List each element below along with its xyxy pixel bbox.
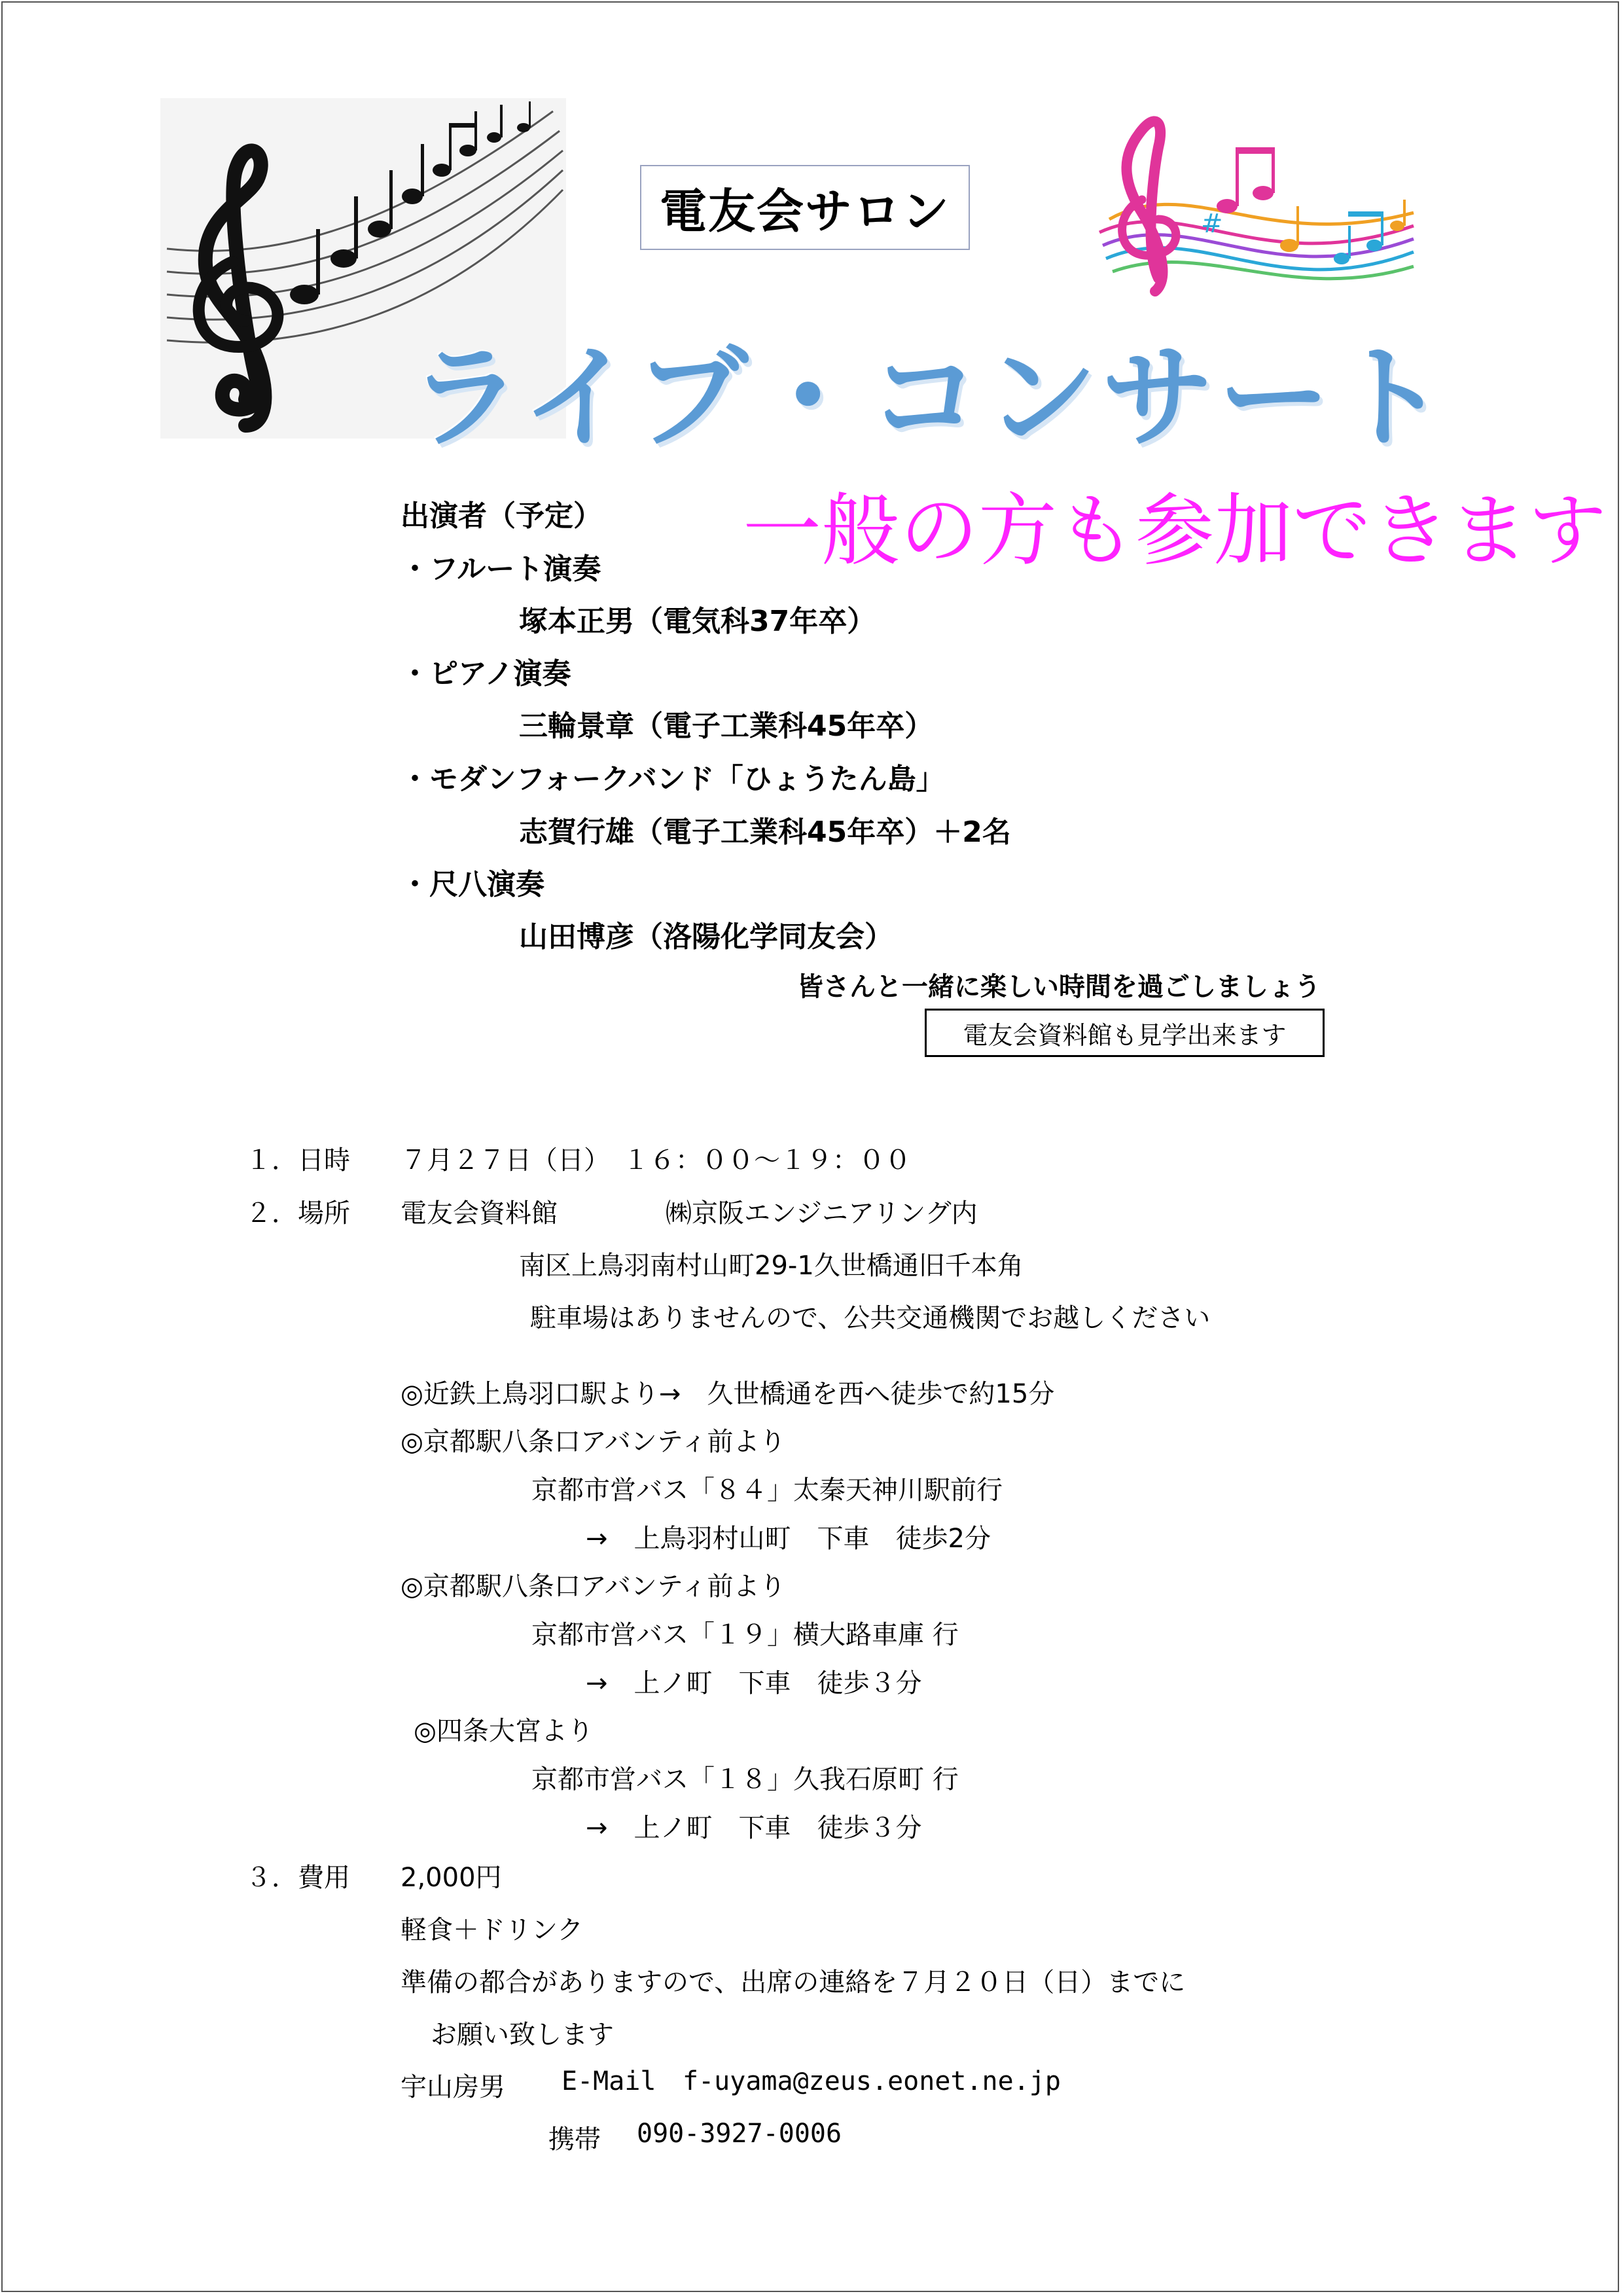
access-route1-stop: → 上鳥羽村山町 下車 徒歩2分 <box>586 1524 991 1554</box>
performers-heading: 出演者（予定） <box>401 499 602 533</box>
closing-message: 皆さんと一緒に楽しい時間を過ごしましょう <box>797 972 1321 1002</box>
performer-name-flute: 塚本正男（電気科37年卒） <box>519 605 876 638</box>
venue-name: 電友会資料館 <box>401 1198 558 1229</box>
performer-name-piano: 三輪景章（電子工業科45年卒） <box>519 709 934 743</box>
parking-notice: 駐車場はありませんので、公共交通機関でお越しください <box>530 1303 1211 1333</box>
performer-name-shakuhachi: 山田博彦（洛陽化学同友会） <box>519 920 893 954</box>
email-label: E-Mail <box>562 2066 656 2096</box>
salon-title: 電友会サロン <box>640 165 970 250</box>
access-route3-bus: 京都市営バス「１８」久我石原町 行 <box>531 1765 959 1795</box>
date-label: １．日時 <box>245 1145 350 1175</box>
access-route1-bus: 京都市営バス「８４」太秦天神川駅前行 <box>531 1475 1003 1505</box>
colorful-music-notes-illustration <box>1093 95 1417 298</box>
contact-mobile: 090-3927-0006 <box>637 2119 842 2149</box>
fee-label: ３．費用 <box>245 1863 350 1893</box>
mobile-label: 携帯 <box>548 2125 601 2155</box>
rsvp-line-2: お願い致します <box>431 2020 614 2050</box>
venue-address: 南区上鳥羽南村山町29-1久世橋通旧千本角 <box>519 1251 1024 1281</box>
performer-category-flute: ・フルート演奏 <box>401 552 601 586</box>
rsvp-line-1: 準備の都合がありますので、出席の連絡を７月２０日（日）までに <box>401 1967 1186 1998</box>
venue-building: ㈱京阪エンジニアリング内 <box>666 1198 978 1229</box>
access-kintetsu: ◎近鉄上鳥羽口駅より→ 久世橋通を西へ徒歩で約15分 <box>401 1379 1055 1409</box>
place-label: ２．場所 <box>245 1198 350 1229</box>
contact-email[interactable]: f-uyama@zeus.eonet.ne.jp <box>683 2066 1061 2096</box>
access-route1-from: ◎京都駅八条口アバンティ前より <box>401 1427 786 1457</box>
contact-name: 宇山房男 <box>401 2072 505 2102</box>
fee-amount: 2,000円 <box>401 1863 502 1893</box>
date-value: ７月２７日（日） １６：００～１９：００ <box>401 1145 911 1175</box>
access-route2-from: ◎京都駅八条口アバンティ前より <box>401 1571 786 1602</box>
access-route2-bus: 京都市営バス「１９」横大路車庫 行 <box>531 1620 959 1650</box>
museum-tour-notice-box: 電友会資料館も見学出来ます <box>925 1009 1325 1057</box>
access-route3-stop: → 上ノ町 下車 徒歩３分 <box>586 1813 922 1843</box>
svg-text:#: # <box>1201 209 1223 239</box>
access-route3-from: ◎四条大宮より <box>414 1716 594 1746</box>
performer-category-piano: ・ピアノ演奏 <box>401 657 571 691</box>
performer-name-folk-band: 志賀行雄（電子工業科45年卒）＋2名 <box>519 816 1011 849</box>
fee-includes: 軽食＋ドリンク <box>401 1915 584 1945</box>
access-route2-stop: → 上ノ町 下車 徒歩３分 <box>586 1668 922 1698</box>
general-public-notice: 一般の方も参加できます <box>743 486 1607 577</box>
performer-category-shakuhachi: ・尺八演奏 <box>401 868 544 901</box>
performer-category-folk-band: ・モダンフォークバンド「ひょうたん島」 <box>401 762 945 796</box>
concert-title: ライブ・コンサート <box>409 332 1451 463</box>
